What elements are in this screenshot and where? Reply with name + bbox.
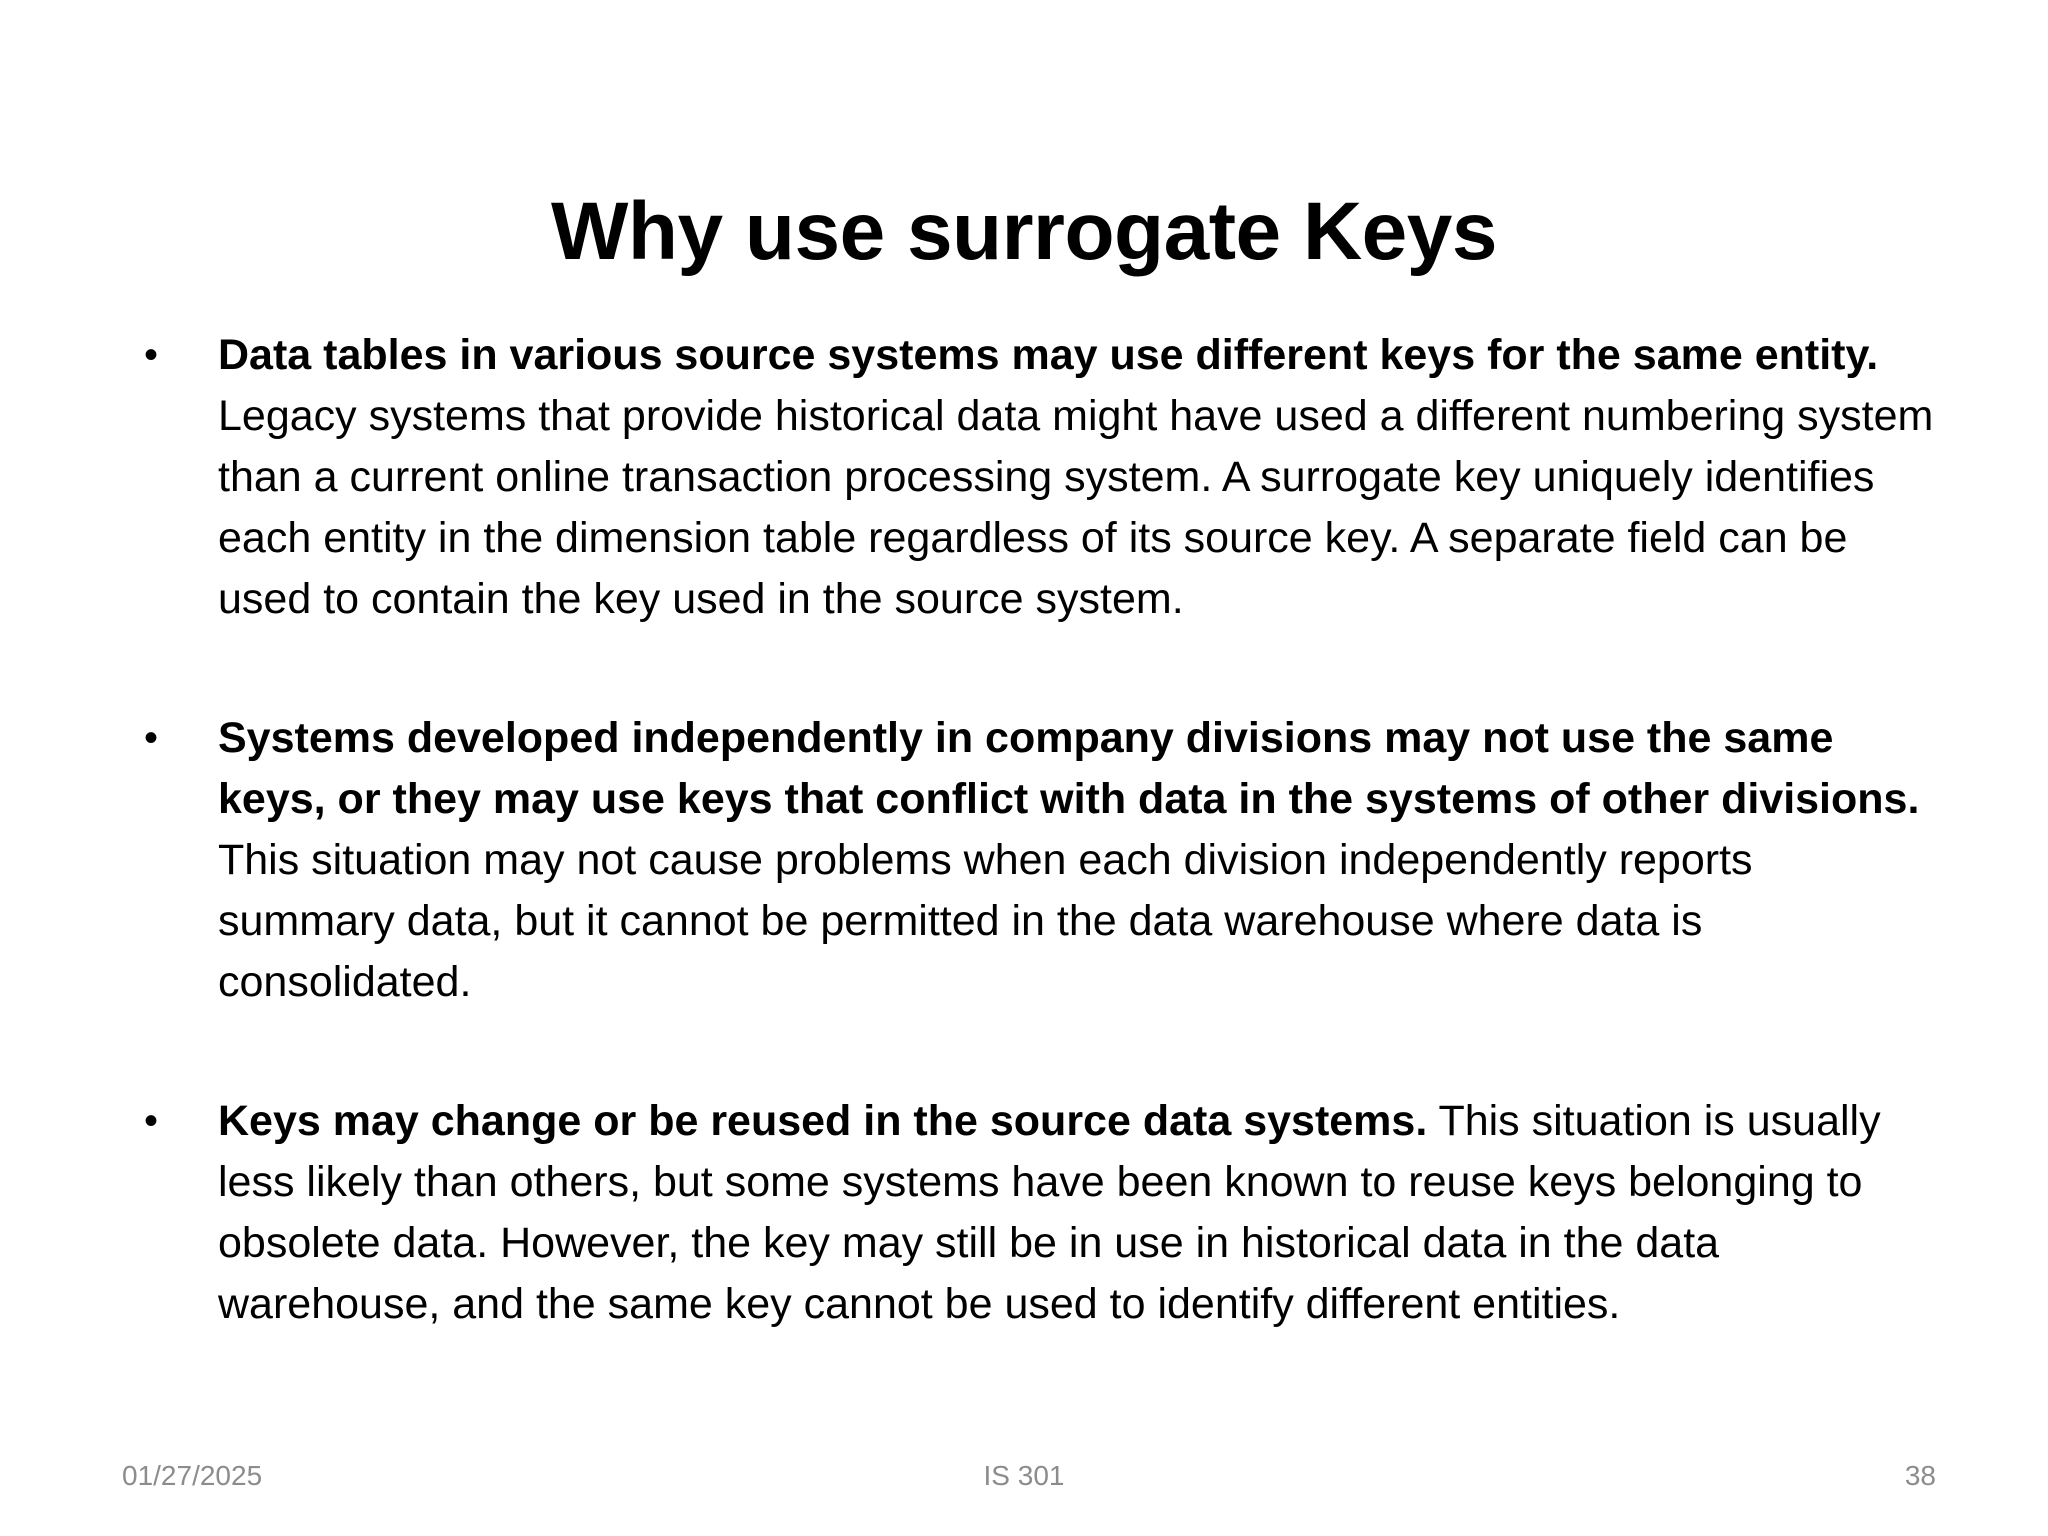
- bullet-item-divisions: [138, 708, 1938, 1013]
- bullet-body-text: Legacy systems that provide historical data might have used a different numbering system than a current online transaction processing system. A surrogate key uniquely identifies each entity in the dimension table regardless of its source key. A separate field can be used to contain the key used in the source system.: [218, 392, 1934, 623]
- bullet-body-text: This situation is usually less likely than others, but some systems have been known to reuse keys belonging to obsolete data. However, the key may still be in use in historical data in the data warehouse, and the same key cannot be used to identify different entities.: [218, 1097, 1881, 1328]
- bullet-lead-text: Data tables in various source systems may use different keys for the same entity.: [218, 331, 1879, 379]
- bullet-dot-icon: •: [144, 333, 159, 377]
- footer-date: 01/27/2025: [122, 1460, 263, 1491]
- bullet-body-text: This situation may not cause problems when each division independently reports summary data, but it cannot be permitted in the data warehouse where data is consolidated.: [218, 836, 1753, 1006]
- footer-page-number: 38: [1904, 1460, 1936, 1491]
- bullet-dot-icon: •: [144, 716, 159, 760]
- bullet-dot-icon: •: [144, 1099, 159, 1143]
- slide-title: Why use surrogate Keys: [551, 186, 1497, 277]
- bullet-list: [138, 325, 1938, 1335]
- footer-course-name: IS 301: [983, 1460, 1065, 1491]
- bullet-item-key-reuse: [138, 1091, 1938, 1335]
- bullet-item-different-keys: [138, 325, 1938, 630]
- bullet-lead-text: Systems developed independently in company divisions may not use the same keys, or they may use keys that conflict with data in the systems of other divisions.: [218, 714, 1920, 823]
- bullet-lead-text: Keys may change or be reused in the source data systems.: [218, 1097, 1428, 1145]
